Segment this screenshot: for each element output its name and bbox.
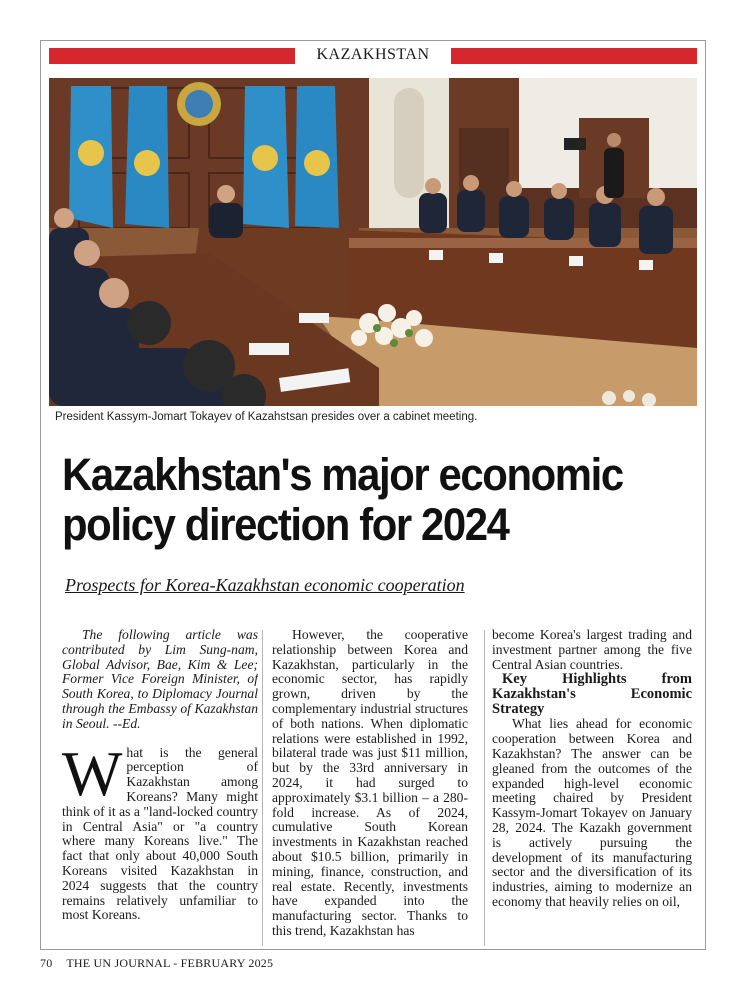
section-bar-left (49, 48, 295, 64)
body-paragraph-1 (62, 737, 258, 924)
cabinet-meeting-photo (49, 78, 697, 406)
article-column-3 (492, 628, 692, 944)
drop-cap: W (62, 737, 123, 809)
article-column-2 (272, 628, 468, 944)
publication-name: THE UN JOURNAL - FEBRUARY 2025 (66, 956, 274, 970)
body-paragraph-3: become Korea's largest trading and investment partner among the five Central Asian countries. (492, 628, 692, 672)
page-number: 70 (40, 956, 53, 970)
section-header (49, 47, 697, 65)
body-paragraph-2: However, the cooperative relationship between Korea and Kazakhstan, particularly in the economic sector, has rapidly grown, driven by the complementary industrial structures of both nations. When diplomatic relations were established in 1992, bilateral trade was just $11 million, but by the 33rd anniversary in 2024, it had surged to approximately $3.1 billion – a 280-fold increase. As of 2024, cumulative South Korean investments in Kazakhstan reached about $10.5 billion, primarily in mining, finance, construction, and real estate. Recently, investments have expanded into the manufacturing sector. Thanks to this trend, Kazakhstan has (272, 628, 468, 938)
intro-note: The following article was contributed by Lim Sung-nam, Global Advisor, Bae, Kim & Lee; Former Vice Foreign Minister, of South Korea, to Diplomacy Journal through the Embassy of Kazakhstan in Seoul. --Ed. (62, 628, 258, 731)
photo-caption: President Kassym-Jomart Tokayev of Kazahstsan presides over a cabinet meeting. (55, 411, 478, 423)
page-footer (40, 956, 287, 971)
body-paragraph-4: What lies ahead for economic cooperation between Korea and Kazakhstan? The answer can be gleaned from the outcomes of the expanded high-level economic meeting chaired by President Kassym-Jomart Tokayev on January 28, 2024. The Kazakh government is actively pursuing the development of its manufacturing sector and the diversification of its industries, aiming to modernize an economy that heavily relies on oil, (492, 716, 692, 909)
headline-line-1: Kazakhstan's major economic (62, 449, 623, 500)
article-column-1 (62, 628, 258, 944)
headline (62, 450, 648, 550)
section-bar-right (451, 48, 697, 64)
headline-line-2: policy direction for 2024 (62, 499, 509, 550)
column-rule-1 (262, 630, 263, 946)
column-rule-2 (484, 630, 485, 946)
section-subheading: Key Highlights from Kazakhstan's Economic Strategy (492, 671, 692, 718)
subheadline: Prospects for Korea-Kazakhstan economic cooperation (65, 575, 465, 595)
paragraph-1-text: hat is the general perception of Kazakhstan among Koreans? Many might think of it as a "land-locked country in Central Asia" or "a country where many Koreans live." The fact that only about 40,000 South Koreans visited Kazakhstan in 2024 suggests that the country remains relatively unfamiliar to most Koreans. (62, 744, 258, 923)
section-label: KAZAKHSTAN (316, 46, 430, 63)
